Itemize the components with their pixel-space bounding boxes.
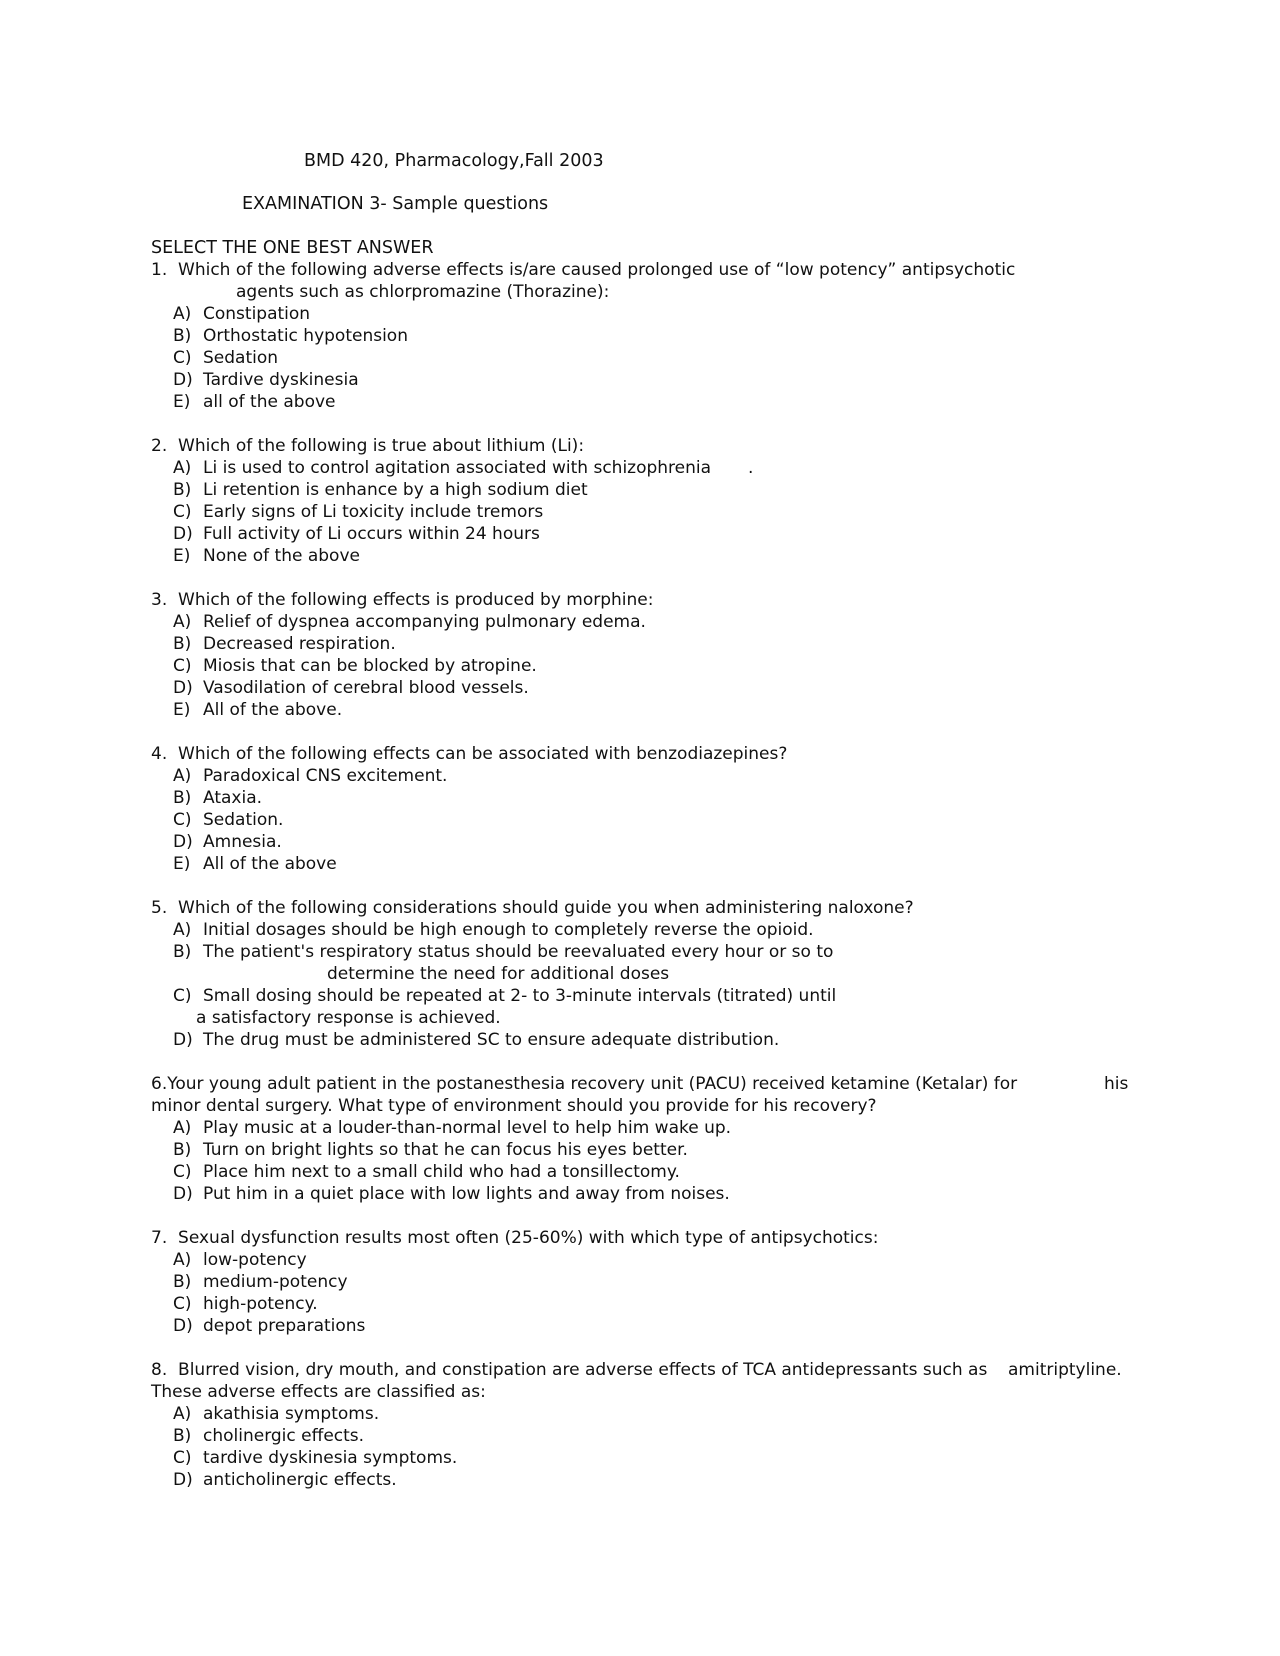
option-letter: C) <box>173 502 192 522</box>
option <box>173 303 310 325</box>
question-stem: 5. Which of the following considerations should guide you when administering naloxone? <box>151 898 914 918</box>
option-text: Turn on bright lights so that he can focus his eyes better. <box>203 1140 688 1160</box>
option <box>173 1161 680 1183</box>
option-letter: D) <box>173 1030 193 1050</box>
option-text: anticholinergic effects. <box>203 1470 397 1490</box>
option-text: Sedation. <box>203 810 284 830</box>
option <box>173 325 408 347</box>
question-stem: 4. Which of the following effects can be associated with benzodiazepines? <box>151 744 788 764</box>
option-letter: D) <box>173 524 193 544</box>
option <box>173 1117 731 1139</box>
option <box>173 611 646 633</box>
option-letter: C) <box>173 1294 192 1314</box>
question-stem: 1. Which of the following adverse effects is/are caused prolonged use of “low potency” antipsychotic <box>151 260 1016 280</box>
option-letter: A) <box>173 304 192 324</box>
option-text: Initial dosages should be high enough to completely reverse the opioid. <box>203 920 814 940</box>
option <box>173 457 711 479</box>
option-text: Place him next to a small child who had a tonsillectomy. <box>203 1162 680 1182</box>
option-letter: D) <box>173 1470 193 1490</box>
option-letter: C) <box>173 1448 192 1468</box>
option-letter: A) <box>173 920 192 940</box>
option <box>173 1469 397 1491</box>
option <box>173 1183 730 1205</box>
option-text: Li is used to control agitation associated with schizophrenia <box>203 458 712 478</box>
option-letter: D) <box>173 678 193 698</box>
option-letter: B) <box>173 1272 192 1292</box>
option-text: Li retention is enhance by a high sodium diet <box>203 480 588 500</box>
option-text: Constipation <box>203 304 311 324</box>
question-stem: 7. Sexual dysfunction results most often (25-60%) with which type of antipsychotics: <box>151 1228 879 1248</box>
option <box>173 809 283 831</box>
option-letter: D) <box>173 1316 193 1336</box>
option-continued: a satisfactory response is achieved. <box>196 1008 501 1028</box>
option-text: The drug must be administered SC to ensure adequate distribution. <box>203 1030 780 1050</box>
option <box>173 545 360 567</box>
option-letter: C) <box>173 1162 192 1182</box>
option <box>173 523 540 545</box>
option-letter: D) <box>173 370 193 390</box>
option-text: All of the above. <box>203 700 343 720</box>
option <box>173 919 814 941</box>
option <box>173 1249 307 1271</box>
option-text: low-potency <box>203 1250 307 1270</box>
option-text: medium-potency <box>203 1272 348 1292</box>
question-stem: 6.Your young adult patient in the postanesthesia recovery unit (PACU) received ketamine (Ketalar) for <box>151 1074 1018 1094</box>
option-text: cholinergic effects. <box>203 1426 365 1446</box>
question-stem: 8. Blurred vision, dry mouth, and constipation are adverse effects of TCA antidepressants such as <box>151 1360 988 1380</box>
option-text: all of the above <box>203 392 336 412</box>
option-letter: A) <box>173 1250 192 1270</box>
option-letter: B) <box>173 788 192 808</box>
option-letter: B) <box>173 634 192 654</box>
question-stem-tail: his <box>1104 1074 1129 1094</box>
option-letter: B) <box>173 1140 192 1160</box>
option-letter: E) <box>173 854 191 874</box>
course-title: BMD 420, Pharmacology,Fall 2003 <box>304 151 604 171</box>
option-text: high-potency. <box>203 1294 318 1314</box>
option-text: Amnesia. <box>203 832 282 852</box>
option-text: All of the above <box>203 854 337 874</box>
option-text: Play music at a louder-than-normal level to help him wake up. <box>203 1118 732 1138</box>
option-text: akathisia symptoms. <box>203 1404 380 1424</box>
option <box>173 699 342 721</box>
exam-title: EXAMINATION 3- Sample questions <box>242 194 549 214</box>
option <box>173 1403 379 1425</box>
option <box>173 501 543 523</box>
option-text: The patient's respiratory status should be reevaluated every hour or so to <box>203 942 834 962</box>
option-letter: A) <box>173 1118 192 1138</box>
option <box>173 655 537 677</box>
option-text: None of the above <box>203 546 360 566</box>
option <box>173 479 588 501</box>
option-letter: E) <box>173 546 191 566</box>
option-continued: determine the need for additional doses <box>327 964 670 984</box>
option <box>173 1029 779 1051</box>
option-text: Relief of dyspnea accompanying pulmonary edema. <box>203 612 646 632</box>
option-text: Ataxia. <box>203 788 263 808</box>
option-letter: A) <box>173 766 192 786</box>
option-letter: A) <box>173 612 192 632</box>
option-letter: C) <box>173 810 192 830</box>
option <box>173 853 337 875</box>
stray-mark: . <box>748 458 754 478</box>
option-letter: D) <box>173 832 193 852</box>
option <box>173 1271 348 1293</box>
option <box>173 1315 365 1337</box>
option-text: depot preparations <box>203 1316 366 1336</box>
option-text: Decreased respiration. <box>203 634 396 654</box>
question-stem-tail: amitriptyline. <box>1008 1360 1122 1380</box>
option-text: Miosis that can be blocked by atropine. <box>203 656 537 676</box>
option-letter: B) <box>173 1426 192 1446</box>
option-letter: A) <box>173 1404 192 1424</box>
option <box>173 391 336 413</box>
option-text: Vasodilation of cerebral blood vessels. <box>203 678 529 698</box>
option-letter: C) <box>173 348 192 368</box>
instructions: SELECT THE ONE BEST ANSWER <box>151 238 434 258</box>
option-letter: B) <box>173 326 192 346</box>
option <box>173 633 396 655</box>
option <box>173 1139 688 1161</box>
option-letter: B) <box>173 942 192 962</box>
question-stem-continued: These adverse effects are classified as: <box>151 1382 486 1402</box>
option-text: Put him in a quiet place with low lights and away from noises. <box>203 1184 730 1204</box>
option-letter: E) <box>173 392 191 412</box>
option-text: Paradoxical CNS excitement. <box>203 766 448 786</box>
option <box>173 677 529 699</box>
option-letter: C) <box>173 986 192 1006</box>
option-text: Early signs of Li toxicity include tremors <box>203 502 544 522</box>
option <box>173 347 278 369</box>
option-text: Full activity of Li occurs within 24 hours <box>203 524 540 544</box>
option-letter: D) <box>173 1184 193 1204</box>
option <box>173 831 282 853</box>
option-text: Sedation <box>203 348 279 368</box>
option <box>173 941 833 963</box>
option <box>173 787 262 809</box>
option-letter: E) <box>173 700 191 720</box>
option <box>173 1447 457 1469</box>
option <box>173 1425 364 1447</box>
option-letter: C) <box>173 656 192 676</box>
option-text: tardive dyskinesia symptoms. <box>203 1448 458 1468</box>
option <box>173 1293 318 1315</box>
option <box>173 369 359 391</box>
option-text: Small dosing should be repeated at 2- to 3-minute intervals (titrated) until <box>203 986 837 1006</box>
question-stem: 2. Which of the following is true about lithium (Li): <box>151 436 585 456</box>
question-stem-continued: agents such as chlorpromazine (Thorazine): <box>236 282 610 302</box>
question-stem-continued: minor dental surgery. What type of environment should you provide for his recovery? <box>151 1096 877 1116</box>
option-text: Tardive dyskinesia <box>203 370 359 390</box>
option <box>173 985 836 1007</box>
option-letter: B) <box>173 480 192 500</box>
option-letter: A) <box>173 458 192 478</box>
option <box>173 765 447 787</box>
option-text: Orthostatic hypotension <box>203 326 408 346</box>
question-stem: 3. Which of the following effects is produced by morphine: <box>151 590 654 610</box>
